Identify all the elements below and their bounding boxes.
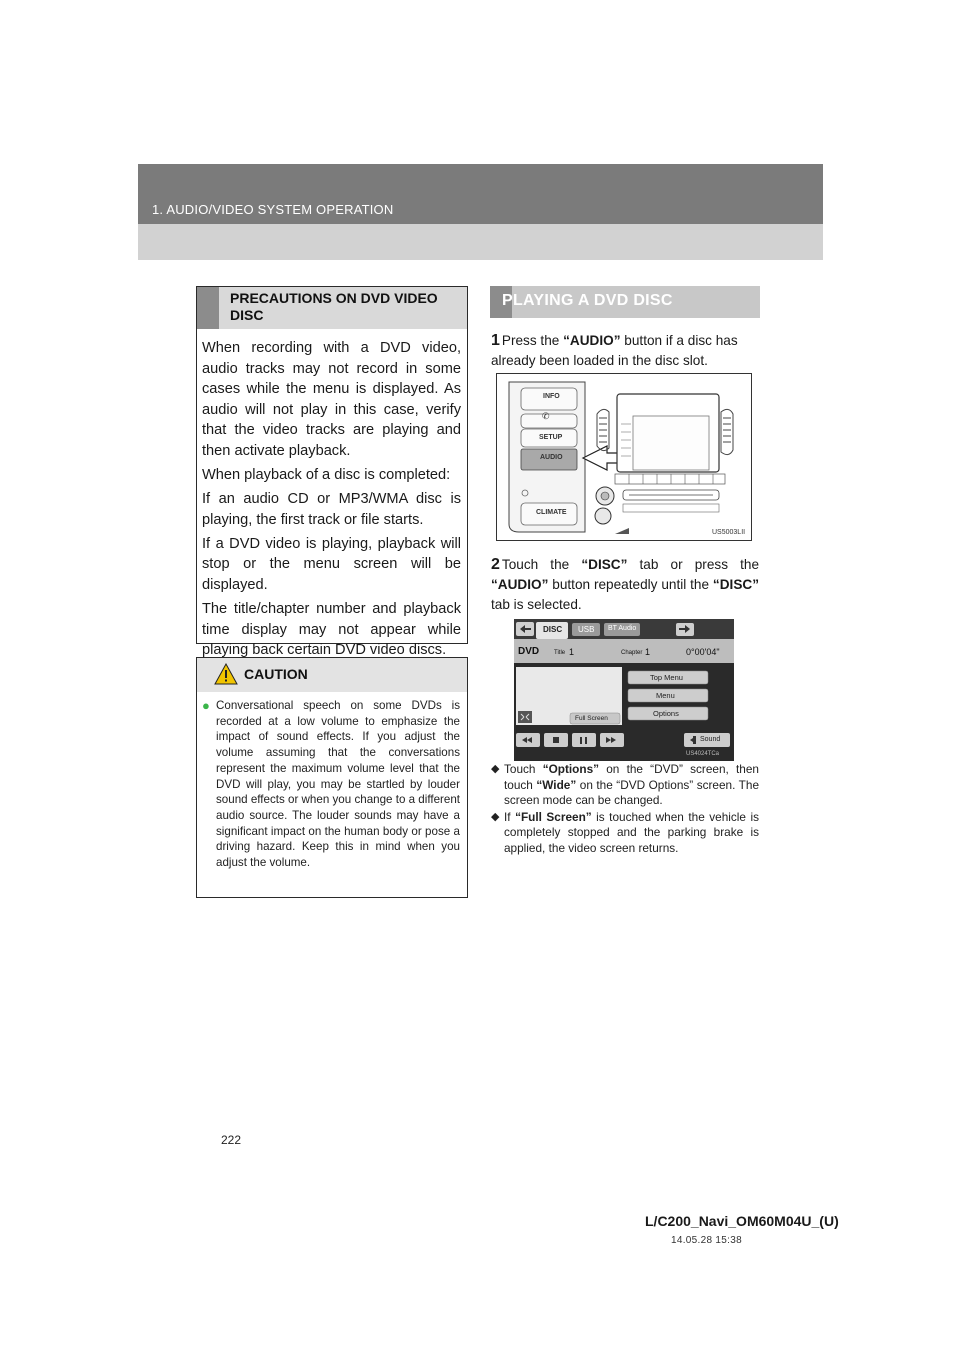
figure-code: US4024TCa <box>686 751 720 757</box>
step-text: button repeatedly until the <box>548 577 713 592</box>
full-screen-button: Full Screen <box>575 715 608 722</box>
chapter-value: 1 <box>645 647 651 657</box>
caution-text: Conversational speech on some DVDs is recorded at a low volume to emphasize the impact of sound effects. If you adjust the volume assuming that the conversations represent the maximum volume level that the DVD will play, you may be startled by louder sound effects or when you change to a different audio source. The louder sounds may have a significant impact on the human body or pose a driving hazard. Keep this in mind when you adjust the volume. <box>216 699 460 870</box>
step-number: 1 <box>491 332 500 349</box>
note-text: on the “DVD Options” screen. The screen mode can be changed. <box>504 777 760 808</box>
note-text: Touch <box>504 762 543 776</box>
top-menu-button: Top Menu <box>650 673 683 682</box>
tab-disc: DISC <box>543 625 563 634</box>
figure-code: US5003LII <box>712 529 746 536</box>
step-1 <box>491 331 759 371</box>
playback-time: 0°00'04" <box>686 647 720 657</box>
step-text: Touch the <box>501 557 582 572</box>
document-code: L/C200_Navi_OM60M04U_(U) <box>645 1213 839 1229</box>
precautions-paragraph: The title/chapter number and playback time display may not appear while playing back certain DVD video discs. <box>202 601 461 659</box>
warning-triangle-icon <box>214 663 238 685</box>
header-subband <box>138 224 823 260</box>
precautions-paragraph: When playback of a disc is completed: <box>202 467 451 484</box>
caution-title: CAUTION <box>244 666 308 682</box>
audio-button-label: AUDIO <box>540 454 563 461</box>
note-text: If <box>504 809 516 824</box>
precautions-paragraph: When recording with a DVD video, audio tracks may not record in some cases while the menu is displayed. As audio will not play in this case, verify that the video tracks are playing and then activate playback. <box>202 340 461 459</box>
phone-icon: ✆ <box>542 411 550 421</box>
precautions-body <box>202 338 461 664</box>
tab-usb: USB <box>578 625 595 634</box>
precautions-paragraph: If a DVD video is playing, playback will stop or the menu screen will be displayed. <box>202 535 461 594</box>
dashboard-illustration <box>496 373 752 541</box>
menu-button: Menu <box>656 691 675 700</box>
page-number: 222 <box>221 1133 242 1147</box>
bullet-icon: ◆ <box>491 763 500 775</box>
bullet-icon: ◆ <box>491 810 500 823</box>
caution-body <box>202 698 460 871</box>
precautions-header-marker <box>197 287 219 329</box>
key-label: “Options” <box>542 762 600 776</box>
key-label: “AUDIO” <box>563 333 621 348</box>
dvd-screen-illustration <box>514 619 734 761</box>
info-button-label: INFO <box>543 393 560 400</box>
step-text: tab or press the <box>627 557 760 572</box>
note-item <box>491 762 759 809</box>
section-title: 1. AUDIO/VIDEO SYSTEM OPERATION <box>152 202 394 217</box>
precautions-paragraph: If an audio CD or MP3/WMA disc is playing, the first track or file starts. <box>202 491 461 528</box>
step-text: Press the <box>501 333 564 348</box>
source-label: DVD <box>518 646 540 657</box>
key-label: “DISC” <box>581 557 628 572</box>
bullet-icon: ● <box>202 698 210 713</box>
document-date: 14.05.28 15:38 <box>671 1235 742 1246</box>
step-2 <box>491 555 759 615</box>
key-label: “AUDIO” <box>491 577 549 592</box>
key-label: “Wide” <box>536 777 577 792</box>
options-button: Options <box>653 709 679 718</box>
climate-button-label: CLIMATE <box>536 509 567 516</box>
step-number: 2 <box>491 556 500 573</box>
tab-bt-audio: BT Audio <box>608 625 637 632</box>
chapter-label: Chapter <box>621 650 643 656</box>
note-item <box>491 810 759 857</box>
title-value: 1 <box>569 647 575 657</box>
step-text: tab is selected. <box>491 597 582 612</box>
playing-title: PLAYING A DVD DISC <box>502 292 673 309</box>
precautions-title: PRECAUTIONS ON DVD VIDEO DISC <box>230 290 438 323</box>
step-text: button if a disc has already been loaded in the disc slot. <box>491 333 738 368</box>
setup-button-label: SETUP <box>539 434 563 441</box>
key-label: “Full Screen” <box>515 809 592 824</box>
key-label: “DISC” <box>712 577 759 592</box>
note-text: is touched when the vehicle is completely stopped and the parking brake is applied, the video screen returns. <box>504 809 759 855</box>
note-text: on the “DVD” screen, then touch <box>504 762 759 792</box>
notes-list <box>491 762 759 858</box>
title-label: Title <box>554 650 566 656</box>
sound-button: Sound <box>700 736 721 743</box>
